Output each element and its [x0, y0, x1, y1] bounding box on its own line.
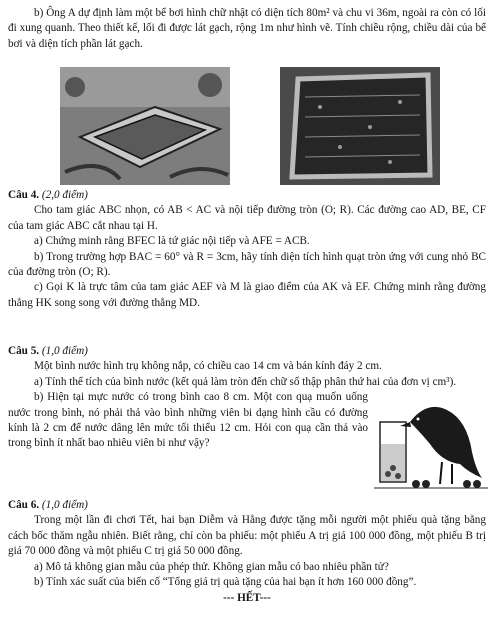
q5-part-b: b) Hiện tại mực nước có trong bình cao 8 cm. Một con quạ muốn uống nước trong bình, nó phải thả vào bình những viên bi dạng hình cầu có đường kính là 2 cm để nước dâng lên mức tối thiểu 12 cm. Hỏi con quạ cần thả vào trong bình ít nhất bao nhiêu viên bi như vậy? — [8, 391, 368, 450]
q6-title: Câu 6. — [8, 499, 40, 511]
intro-text: b) Ông A dự định làm một bể bơi hình chữ nhật có diện tích 80m² và chu vi 36m, ngoài ra còn có lối đi xung quanh. Theo thiết kế, lối đi được lát gạch, rộng 1m như hình vẽ. Tính chiều rộng, chiều dài của bể bơi và diện tích phần lát gạch. — [8, 7, 486, 50]
q4-points: (2,0 điểm) — [41, 189, 88, 201]
q6-points: (1,0 điểm) — [41, 499, 88, 511]
question-4 — [8, 188, 486, 311]
q6-part-b: b) Tính xác suất của biến cố “Tổng giá trị quà tặng của hai bạn ít hơn 160 000 đồng”. — [34, 576, 417, 589]
figure-photos — [60, 67, 440, 185]
q4-stem: Cho tam giác ABC nhọn, có AB < AC và nội tiếp đường tròn (O; R). Các đường cao AD, BE, CF của tam giác ABC cắt nhau tại H. — [8, 204, 486, 232]
q4-title: Câu 4. — [8, 189, 40, 201]
q5-points: (1,0 điểm) — [41, 345, 88, 357]
q4-part-b: b) Trong trường hợp BAC = 60° và R = 3cm, hãy tính diện tích hình quạt tròn ứng với cung nhỏ BC của đường tròn (O; R). — [8, 250, 486, 279]
q5-title: Câu 5. — [8, 345, 40, 357]
intro-block — [8, 6, 486, 52]
q4-part-a: a) Chứng minh rằng BFEC là tứ giác nội tiếp và AFE = ACB. — [34, 235, 310, 248]
pool-sketch-image — [60, 67, 230, 185]
q5-stem: Một bình nước hình trụ không nắp, có chiều cao 14 cm và bán kính đáy 2 cm. — [34, 360, 382, 373]
pool-photo-image — [280, 67, 440, 185]
end-marker: --- HẾT--- — [223, 592, 271, 605]
q5-part-a: a) Tính thể tích của bình nước (kết quả làm tròn đến chữ số thập phân thứ hai của đơn vị cm³). — [34, 375, 457, 388]
question-6 — [8, 498, 486, 618]
crow-pitcher-illustration — [372, 392, 490, 492]
q4-part-c: c) Gọi K là trực tâm của tam giác AEF và M là giao điểm của AK và EF. Chứng minh rằng đường thẳng HK song song với đường thẳng MD. — [8, 281, 486, 309]
q6-part-a: a) Mô tả không gian mẫu của phép thử. Không gian mẫu có bao nhiêu phần tử? — [34, 560, 389, 573]
q6-stem: Trong một lần đi chơi Tết, hai bạn Diễm và Hằng được tặng mỗi người một phiếu quà tặng bằng cách bốc thăm ngẫu nhiên. Biết rằng, chỉ còn ba phiếu: một phiếu A trị giá 100 000 đồng, một phiếu B trị giá 70 000 đồng và một phiếu C trị giá 50 000 đồng. — [8, 514, 486, 558]
